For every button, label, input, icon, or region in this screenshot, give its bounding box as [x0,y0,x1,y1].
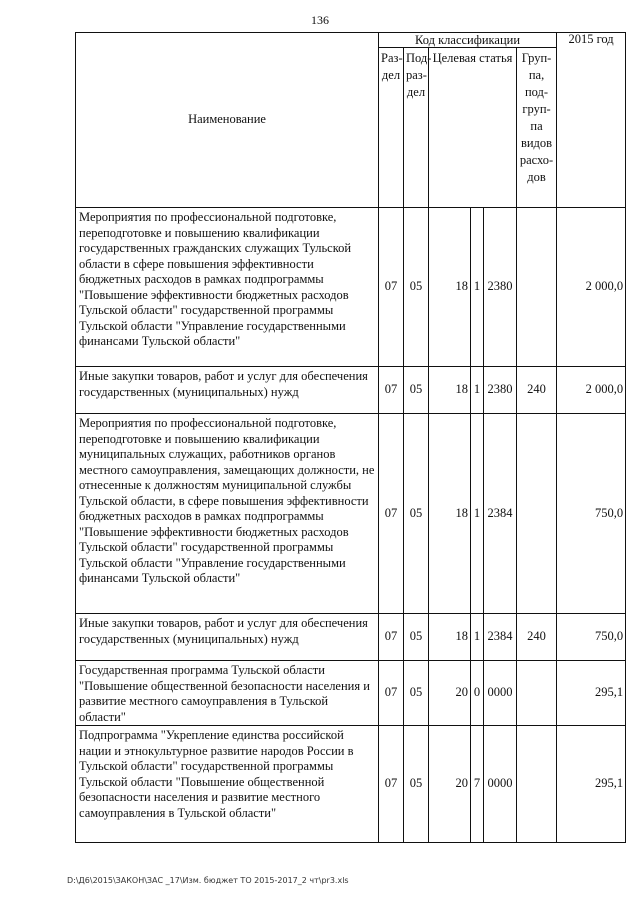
page-number: 136 [311,13,329,27]
row-subsection: 05 [404,726,429,843]
row-target-direction: 2380 [484,367,517,414]
row-amount: 2 000,0 [557,367,626,414]
table-row [76,726,626,843]
row-target-subprogram: 1 [471,208,484,367]
row-amount: 750,0 [557,414,626,614]
row-group: 240 [517,367,557,414]
table-row [76,367,626,414]
row-group [517,208,557,367]
row-target-subprogram: 1 [471,614,484,661]
row-subsection: 05 [404,208,429,367]
row-target-program: 18 [429,414,471,614]
header-name: Наименование [76,33,379,208]
row-target-direction: 0000 [484,661,517,726]
header-group: Груп-па, под-груп-па видов расхо-дов [517,48,557,208]
row-target-subprogram: 7 [471,726,484,843]
row-subsection: 05 [404,614,429,661]
row-amount: 295,1 [557,726,626,843]
row-section: 07 [379,661,404,726]
row-group [517,414,557,614]
row-section: 07 [379,414,404,614]
row-amount: 750,0 [557,614,626,661]
row-name: Подпрограмма "Укрепление единства российской нации и этнокультурное развитие народов России в Тульской области" государственной программы Тульской области "Повышение общественной безопасности населения и развитие местного самоуправления в Тульской области" [76,726,379,843]
row-target-program: 20 [429,661,471,726]
row-subsection: 05 [404,661,429,726]
row-section: 07 [379,726,404,843]
header-target: Целевая статья [429,48,517,208]
row-target-program: 18 [429,614,471,661]
row-target-subprogram: 0 [471,661,484,726]
row-group [517,661,557,726]
row-amount: 2 000,0 [557,208,626,367]
row-target-subprogram: 1 [471,367,484,414]
header-subsection: Под-раз-дел [404,48,429,208]
row-target-program: 18 [429,208,471,367]
table-row [76,661,626,726]
row-name: Иные закупки товаров, работ и услуг для обеспечения государственных (муниципальных) нужд [76,367,379,414]
row-group [517,726,557,843]
row-subsection: 05 [404,367,429,414]
header-year: 2015 год [557,33,626,208]
row-name: Мероприятия по профессиональной подготовке, переподготовке и повышению квалификации государственных гражданских служащих Тульской области в сфере повышения эффективности бюджетных расходов в рамках подпрограммы "Повышение эффективности бюджетных расходов Тульской области" государственной программы Тульской области "Управление государственными финансами Тульской области" [76,208,379,367]
table-row [76,414,626,614]
row-target-program: 18 [429,367,471,414]
row-target-direction: 2380 [484,208,517,367]
row-name: Государственная программа Тульской области "Повышение общественной безопасности населения и развитие местного самоуправления в Тульской области" [76,661,379,726]
row-target-direction: 2384 [484,614,517,661]
header-section: Раз-дел [379,48,404,208]
footer-path: D:\Д6\2015\ЗАКОН\ЗАС _17\Изм. бюджет ТО 2015-2017_2 чт\pr3.xls [67,876,349,885]
header-code: Код классификации [379,33,557,48]
row-amount: 295,1 [557,661,626,726]
row-target-direction: 2384 [484,414,517,614]
row-group: 240 [517,614,557,661]
row-name: Иные закупки товаров, работ и услуг для обеспечения государственных (муниципальных) нужд [76,614,379,661]
table-row [76,614,626,661]
row-section: 07 [379,208,404,367]
table-row [76,208,626,367]
row-target-program: 20 [429,726,471,843]
row-subsection: 05 [404,414,429,614]
row-target-direction: 0000 [484,726,517,843]
row-name: Мероприятия по профессиональной подготовке, переподготовке и повышению квалификации муниципальных служащих, работников органов местного самоуправления, замещающих должности, не отнесенные к должностям муниципальной службы Тульской области, в сфере повышения эффективности бюджетных расходов в рамках подпрограммы "Повышение эффективности бюджетных расходов Тульской области" государственной программы Тульской области "Управление государственными финансами Тульской области" [76,414,379,614]
row-target-subprogram: 1 [471,414,484,614]
row-section: 07 [379,367,404,414]
row-section: 07 [379,614,404,661]
budget-table [75,32,626,843]
